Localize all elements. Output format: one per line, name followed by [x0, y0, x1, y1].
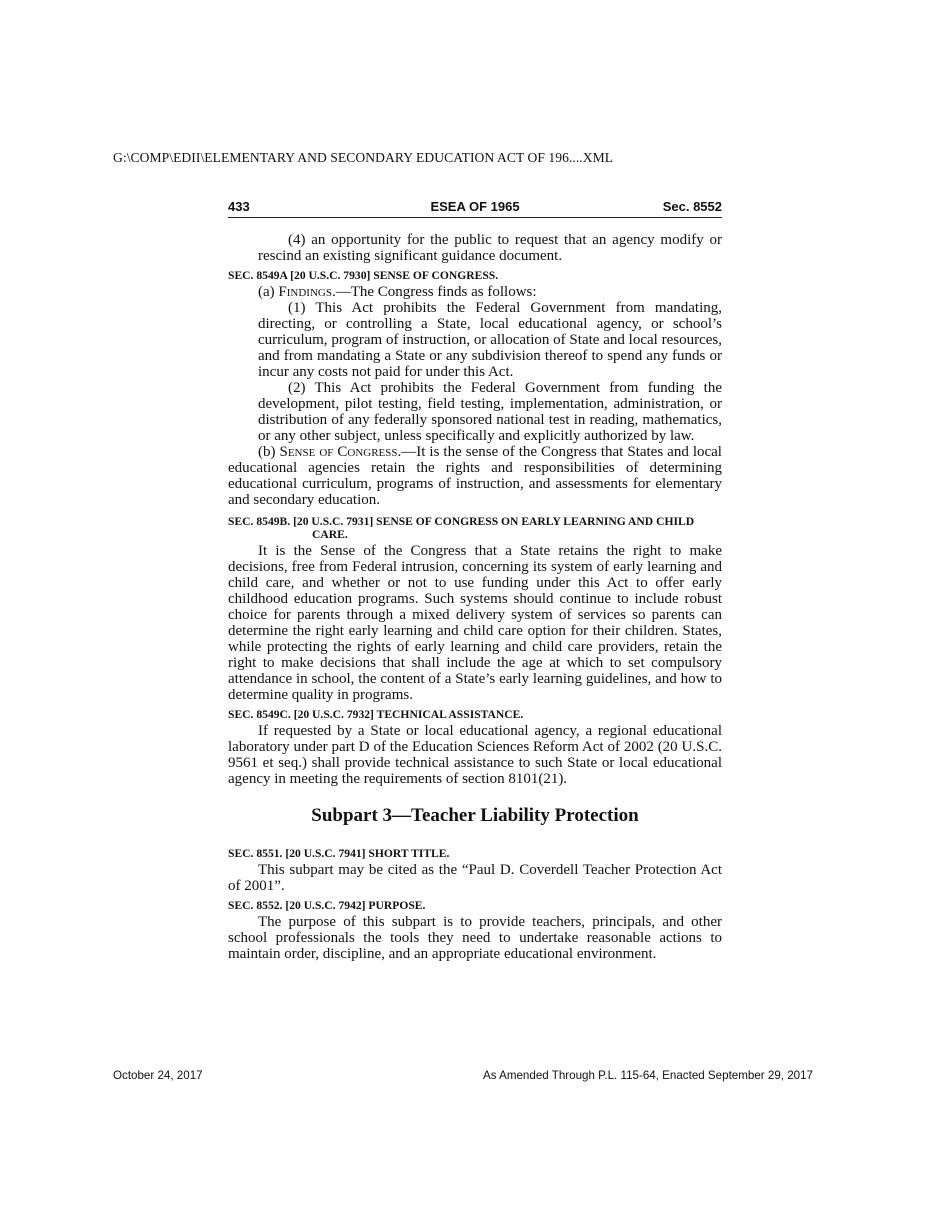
paragraph-8551: This subpart may be cited as the “Paul D. Coverdell Teacher Protection Act of 2001”. — [228, 862, 722, 894]
paragraph-finding-1: (1) This Act prohibits the Federal Government from mandating, directing, or controlling a State, local educational agency, or school’s curriculum, program of instruction, or allocation of State and local resources, and from mandating a State or any subdivision thereof to spend any funds or incur any costs not paid for under this Act. — [258, 300, 722, 380]
running-head — [228, 197, 722, 218]
page-number: 433 — [228, 199, 250, 214]
findings-caps: Findings — [278, 284, 332, 300]
sense-text: .—It is the sense of the Congress that States and local educational agencies retain the rights and responsibilities of determining educational curriculum, programs of instruction, and assessments for elementary and secondary education. — [228, 444, 722, 508]
findings-text: .—The Congress finds as follows: — [331, 284, 537, 300]
subpart-title: Subpart 3—Teacher Liability Protection — [311, 805, 639, 826]
paragraph-sense-of-congress — [228, 444, 722, 508]
paragraph-8549c: If requested by a State or local educational agency, a regional educational laboratory under part D of the Education Sciences Reform Act of 2002 (20 U.S.C. 9561 et seq.) shall provide technical assistance to such State or local educational agency in meeting the requirements of section 8101(21). — [228, 723, 722, 787]
file-path: G:\COMP\EDII\ELEMENTARY AND SECONDARY EDUCATION ACT OF 196....XML — [113, 150, 614, 165]
findings-label: (a) — [258, 284, 279, 300]
sense-label: (b) — [258, 444, 280, 460]
section-heading-8551: SEC. 8551. [20 U.S.C. 7941] SHORT TITLE. — [228, 847, 450, 860]
footer-date: October 24, 2017 — [113, 1069, 203, 1082]
section-heading-8552: SEC. 8552. [20 U.S.C. 7942] PURPOSE. — [228, 899, 426, 912]
sense-caps: Sense of Congress — [279, 444, 398, 460]
paragraph-findings — [228, 284, 722, 300]
paragraph-continuation: (4) an opportunity for the public to request that an agency modify or rescind an existing significant guidance document. — [258, 232, 722, 264]
paragraph-finding-2: (2) This Act prohibits the Federal Government from funding the development, pilot testing, field testing, implementation, administration, or distribution of any federally sponsored national test in reading, mathematics, or any other subject, unless specifically and explicitly authorized by law. — [258, 380, 722, 444]
footer-amended: As Amended Through P.L. 115-64, Enacted September 29, 2017 — [482, 1069, 813, 1082]
section-heading-8549c: SEC. 8549C. [20 U.S.C. 7932] TECHNICAL ASSISTANCE. — [228, 708, 524, 721]
paragraph-8549b: It is the Sense of the Congress that a State retains the right to make decisions, free from Federal intrusion, concerning its system of early learning and child care, and whether or not to use funding under this Act to offer early childhood education programs. Such systems should continue to include robust choice for parents through a mixed delivery system of services so parents can determine the right early learning and child care option for their children. States, while protecting the rights of early learning and child care providers, retain the right to make decisions that shall include the age at which to set compulsory attendance in school, the content of a State’s early learning guidelines, and how to determine quality in programs. — [228, 543, 722, 703]
section-heading-8549a: SEC. 8549A [20 U.S.C. 7930] SENSE OF CONGRESS. — [228, 269, 499, 282]
paragraph-8552: The purpose of this subpart is to provide teachers, principals, and other school professionals the tools they need to undertake reasonable actions to maintain order, discipline, and an appropriate educational environment. — [228, 914, 722, 962]
running-section: Sec. 8552 — [662, 199, 722, 214]
document-body — [228, 232, 722, 962]
section-heading-8549b: SEC. 8549B. [20 U.S.C. 7931] SENSE OF CONGRESS ON EARLY LEARNING AND CHILD CARE. — [228, 515, 695, 541]
running-title: ESEA OF 1965 — [430, 199, 520, 214]
